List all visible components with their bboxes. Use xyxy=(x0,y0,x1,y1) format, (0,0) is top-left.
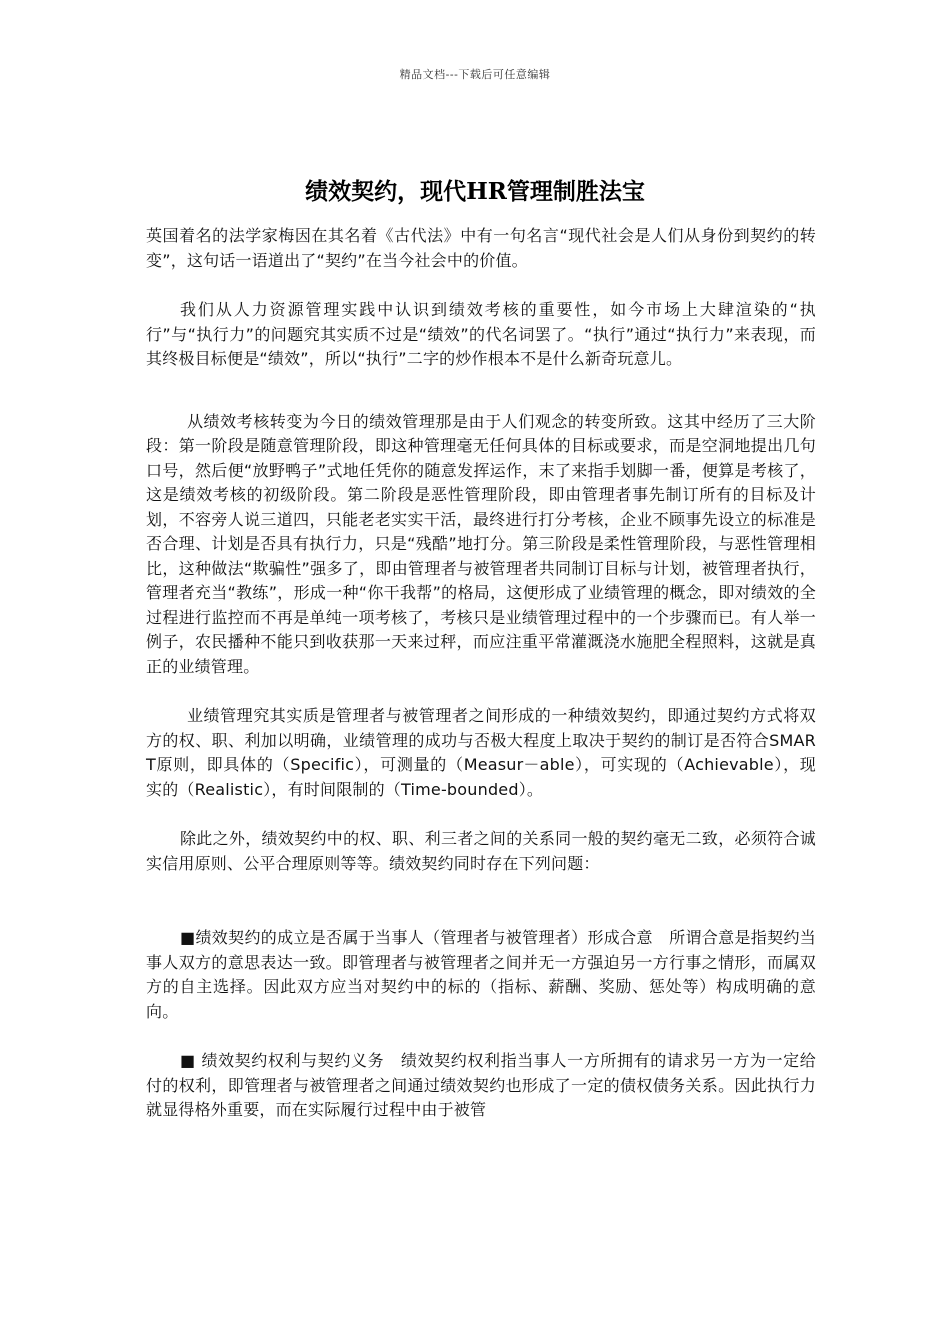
paragraph-5: 除此之外，绩效契约中的权、职、利三者之间的关系同一般的契约毫无二致，必须符合诚实信用原则、公平合理原则等等。绩效契约同时存在下列问题： xyxy=(146,829,816,873)
paragraph-1: 英国着名的法学家梅因在其名着《古代法》中有一句名言“现代社会是人们从身份到契约的转变”，这句话一语道出了“契约”在当今社会中的价值。 xyxy=(146,226,816,270)
paragraph-7: ■ 绩效契约权利与契约义务 绩效契约权利指当事人一方所拥有的请求另一方为一定给付的权利，即管理者与被管理者之间通过绩效契约也形成了一定的债权债务关系。因此执行力就显得格外重要，而在实际履行过程中由于被管 xyxy=(146,1051,816,1119)
paragraph-4: 业绩管理究其实质是管理者与被管理者之间形成的一种绩效契约，即通过契约方式将双方的权、职、利加以明确，业绩管理的成功与否极大程度上取决于契约的制订是否符合SMART原则，即具体的（Specific），可测量的（Measur－able），可实现的（Achievable），现实的（Realistic），有时间限制的（Time-bounded）。 xyxy=(146,706,816,799)
document-body xyxy=(146,224,816,1123)
paragraph-2: 我们从人力资源管理实践中认识到绩效考核的重要性，如今市场上大肆渲染的“执行”与“执行力”的问题究其实质不过是“绩效”的代名词罢了。“执行”通过“执行力”来表现，而其终极目标便是“绩效”，所以“执行”二字的炒作根本不是什么新奇玩意儿。 xyxy=(146,300,816,368)
document-title: 绩效契约，现代HR管理制胜法宝 xyxy=(305,178,645,206)
paragraph-6: ■绩效契约的成立是否属于当事人（管理者与被管理者）形成合意 所谓合意是指契约当事人双方的意思表达一致。即管理者与被管理者之间并无一方强迫另一方行事之情形，而属双方的自主选择。因此双方应当对契约中的标的（指标、薪酬、奖励、惩处等）构成明确的意向。 xyxy=(146,928,816,1021)
page-header: 精品文档---下载后可任意编辑 xyxy=(399,68,551,81)
paragraph-3: 从绩效考核转变为今日的绩效管理那是由于人们观念的转变所致。这其中经历了三大阶段：第一阶段是随意管理阶段，即这种管理毫无任何具体的目标或要求，而是空洞地提出几句口号，然后便“放野鸭子”式地任凭你的随意发挥运作，末了来指手划脚一番，便算是考核了，这是绩效考核的初级阶段。第二阶段是恶性管理阶段，即由管理者事先制订所有的目标及计划，不容旁人说三道四，只能老老实实干活，最终进行打分考核，企业不顾事先设立的标准是否合理、计划是否具有执行力，只是“残酷”地打分。第三阶段是柔性管理阶段，与恶性管理相比，这种做法“欺骗性”强多了，即由管理者与被管理者共同制订目标与计划，被管理者执行，管理者充当“教练”，形成一种“你干我帮”的格局，这便形成了业绩管理的概念，即对绩效的全过程进行监控而不再是单纯一项考核了，考核只是业绩管理过程中的一个步骤而已。有人举一例子，农民播种不能只到收获那一天来过秤，而应注重平常灌溉浇水施肥全程照料，这就是真正的业绩管理。 xyxy=(146,411,816,676)
